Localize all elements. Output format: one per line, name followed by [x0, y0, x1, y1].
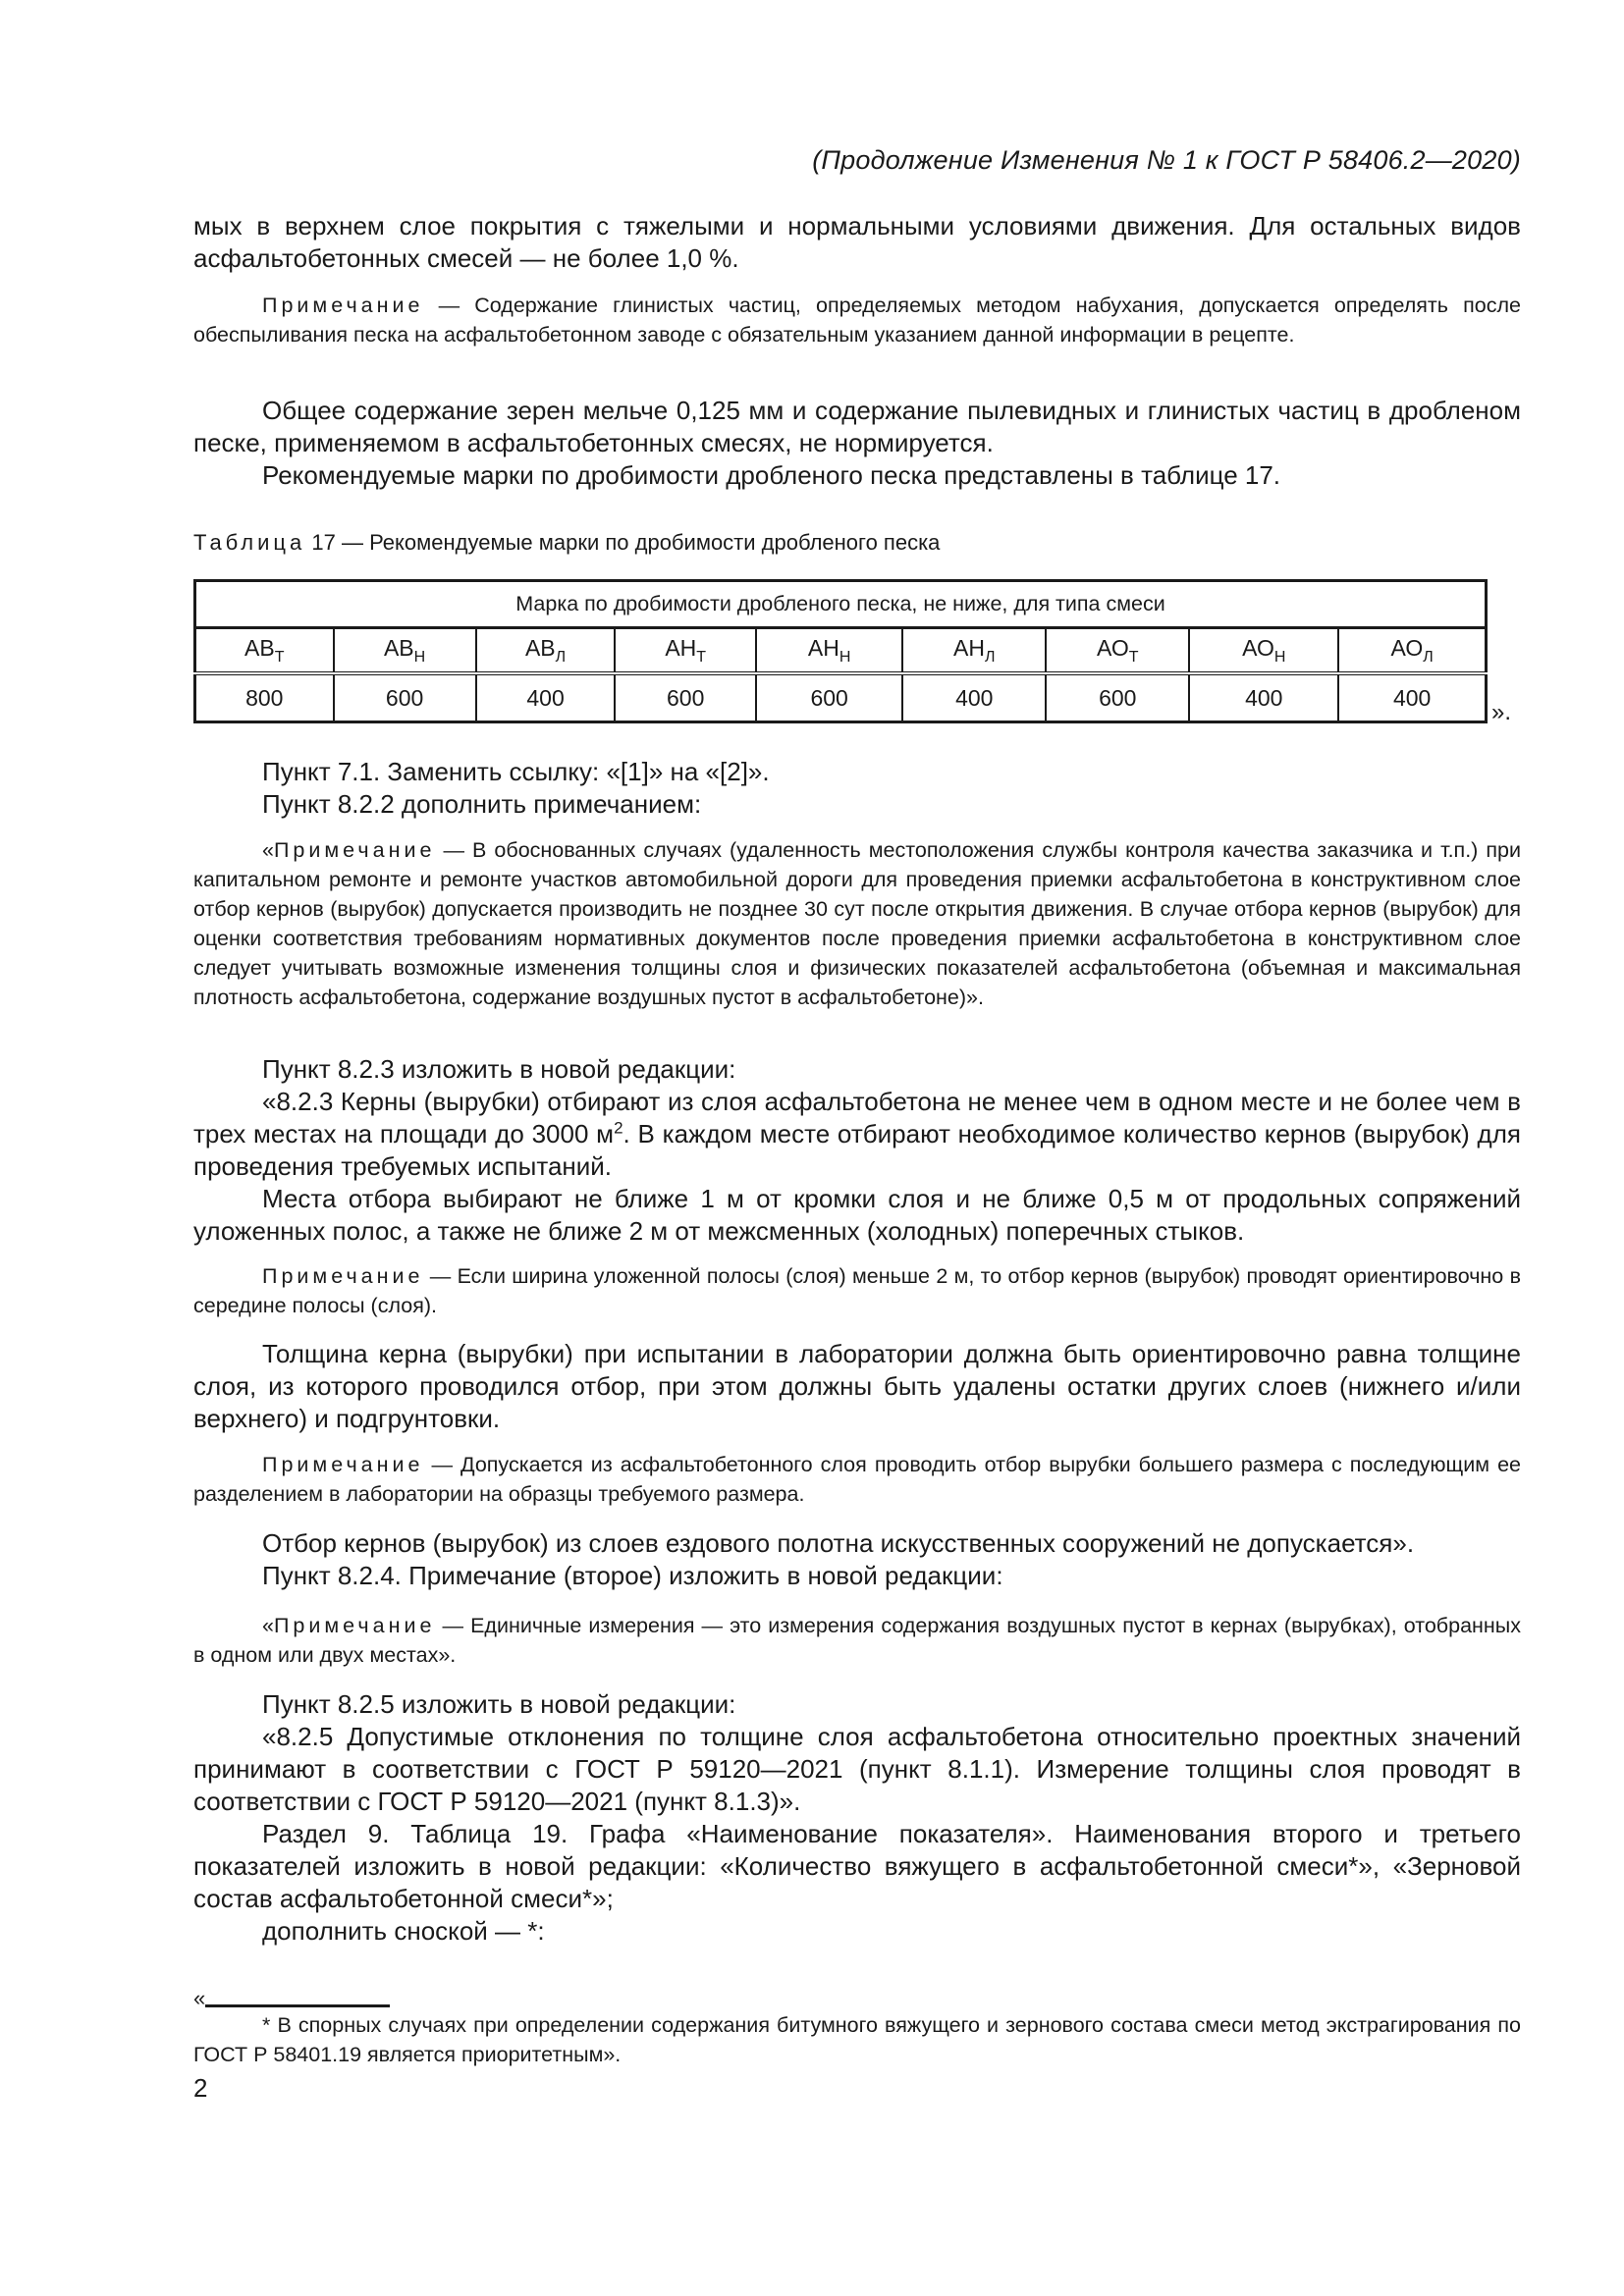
table-row — [195, 673, 1487, 722]
table-17 — [193, 579, 1488, 723]
column-header: $АО_Т$ — [1046, 628, 1189, 674]
paragraph-table-ref: Рекомендуемые марки по дробимости дробленого песка представлены в таблице 17. — [262, 460, 1281, 490]
amendment-8-2-4: Пункт 8.2.4. Примечание (второе) изложить в новой редакции: — [262, 1561, 1003, 1590]
amendment-8-2-5: Пункт 8.2.5 изложить в новой редакции: — [262, 1689, 736, 1719]
footnote-open-quote: « — [193, 1986, 206, 2010]
clause-8-2-3-text: «8.2.3 Керны (вырубки) отбирают из слоя асфальтобетона не менее чем в одном месте и не более чем в трех местах на площади до 3000 $м^2$. В каждом месте отбирают необходимое количество кернов (вырубок) для проведения требуемых испытаний. — [193, 1087, 1521, 1181]
footnote-separator — [205, 2004, 390, 2007]
note-clay-particles — [193, 291, 1521, 349]
table-cell: 600 — [1046, 673, 1189, 722]
page-number: 2 — [193, 2073, 208, 2103]
clause-bridge-deck: Отбор кернов (вырубок) из слоев ездового полотна искусственных сооружений не допускается». — [262, 1528, 1415, 1558]
column-header: $АО_Н$ — [1189, 628, 1338, 674]
clause-8-2-3-locations: Места отбора выбирают не ближе 1 м от кромки слоя и не ближе 0,5 м от продольных сопряжений уложенных полос, а также не ближе 2 м от межсменных (холодных) поперечных стыков. — [193, 1184, 1521, 1246]
column-header: $АН_Н$ — [756, 628, 902, 674]
column-header: $АН_Т$ — [615, 628, 756, 674]
note-label: Примечание — [262, 1264, 424, 1288]
table-caption-text: 17 — Рекомендуемые марки по дробимости дробленого песка — [305, 530, 941, 555]
note-8-2-4: «Примечание — Единичные измерения — это измерения содержания воздушных пустот в кернах (вырубках), отобранных в одном или двух местах». — [193, 1614, 1521, 1667]
note-text: — В обоснованных случаях (удаленность местоположения службы контроля качества заказчика и т.п.) при капитальном ремонте и ремонте участков автомобильной дороги для проведения приемки асфальтобетона в конструктивном слое отбор кернов (вырубок) допускается производить не позднее 30 сут после открытия движения. В случае отбора кернов (вырубок) для оценки соответствия требованиям нормативных документов после проведения приемки асфальтобетона в конструктивном слое следует учитывать возможные изменения толщины слоя и физических показателей асфальтобетона (объемная и максимальная плотность асфальтобетона, содержание воздушных пустот в асфальтобетоне)». — [193, 838, 1521, 1009]
running-header: (Продолжение Изменения № 1 к ГОСТ Р 58406.2—2020) — [812, 145, 1521, 175]
table-cell: 600 — [334, 673, 476, 722]
table-header-row — [195, 628, 1487, 674]
amendment-section-9: Раздел 9. Таблица 19. Графа «Наименование показателя». Наименования второго и третьего показателей изложить в новой редакции: «Количество вяжущего в асфальтобетонной смеси*», «Зерновой состав асфальтобетонной смеси*»; — [193, 1819, 1521, 1913]
clause-core-thickness: Толщина керна (вырубки) при испытании в лаборатории должна быть ориентировочно равна толщине слоя, из которого проводился отбор, при этом должны быть удалены остатки других слоев (нижнего и/или верхнего) и подгрунтовки. — [193, 1339, 1521, 1433]
table-cell: 800 — [195, 673, 334, 722]
table-cell: 400 — [1189, 673, 1338, 722]
column-header: $АН_Л$ — [902, 628, 1046, 674]
paragraph-fine-grains: Общее содержание зерен мельче 0,125 мм и содержание пылевидных и глинистых частиц в дробленом песке, применяемом в асфальтобетонных смесях, не нормируется. — [193, 396, 1521, 457]
column-header: $АО_Л$ — [1338, 628, 1486, 674]
footnote-text: * В спорных случаях при определении содержания битумного вяжущего и зернового состава смеси метод экстрагирования по ГОСТ Р 58401.19 является приоритетным». — [193, 2013, 1521, 2066]
column-header: $АВ_Н$ — [334, 628, 476, 674]
note-8-2-2: «Примечание — В обоснованных случаях (удаленность местоположения службы контроля качества заказчика и т.п.) при капитальном ремонте и ремонте участков автомобильной дороги для проведения приемки асфальтобетона в конструктивном слое отбор кернов (вырубок) допускается производить не позднее 30 сут после открытия движения. В случае отбора кернов (вырубок) для оценки соответствия требованиям нормативных документов после проведения приемки асфальтобетона в конструктивном слое следует учитывать возможные изменения толщины слоя и физических показателей асфальтобетона (объемная и максимальная плотность асфальтобетона, содержание воздушных пустот в асфальтобетоне)». — [193, 838, 1521, 1009]
note-text: — Единичные измерения — это измерения содержания воздушных пустот в кернах (вырубках), отобранных в одном или двух местах». — [193, 1614, 1521, 1667]
table-cell: 400 — [1338, 673, 1486, 722]
note-text: — Если ширина уложенной полосы (слоя) меньше 2 м, то отбор кернов (вырубок) проводят ориентировочно в середине полосы (слоя). — [193, 1264, 1521, 1317]
table-close-quote: ». — [1491, 699, 1512, 725]
note-label: Примечание — [273, 838, 436, 862]
amendment-7-1: Пункт 7.1. Заменить ссылку: «[1]» на «[2]». — [262, 757, 770, 786]
table-cell: 600 — [756, 673, 902, 722]
amendment-8-2-3: Пункт 8.2.3 изложить в новой редакции: — [262, 1054, 736, 1084]
note-text: — Содержание глинистых частиц, определяемых методом набухания, допускается определять после обеспыливания песка на асфальтобетонном заводе с обязательным указанием данной информации в рецепте. — [193, 294, 1521, 347]
note-label: Примечание — [262, 294, 424, 317]
paragraph-continuation: мых в верхнем слое покрытия с тяжелыми и нормальными условиями движения. Для остальных видов асфальтобетонных смесей — не более 1,0 %. — [193, 211, 1521, 273]
note-label: Примечание — [262, 1453, 424, 1476]
table-cell: 600 — [615, 673, 756, 722]
amendment-8-2-2: Пункт 8.2.2 дополнить примечанием: — [262, 789, 702, 819]
table-caption — [193, 528, 940, 558]
column-header: $АВ_Т$ — [195, 628, 334, 674]
note-strip-width — [193, 1261, 1521, 1320]
table-group-header: Марка по дробимости дробленого песка, не ниже, для типа смеси — [195, 581, 1487, 628]
note-label: Примечание — [273, 1614, 436, 1637]
amendment-footnote-add: дополнить сноской — *: — [262, 1916, 545, 1946]
table-caption-label: Таблица — [193, 530, 306, 555]
clause-8-2-5-text: «8.2.5 Допустимые отклонения по толщине слоя асфальтобетона относительно проектных значений принимают в соответствии с ГОСТ Р 59120—2021 (пункт 8.1.1). Измерение толщины слоя проводят в соответствии с ГОСТ Р 59120—2021 (пункт 8.1.3)». — [193, 1722, 1521, 1816]
table-cell: 400 — [476, 673, 616, 722]
table-cell: 400 — [902, 673, 1046, 722]
note-larger-sample — [193, 1450, 1521, 1509]
column-header: $АВ_Л$ — [476, 628, 616, 674]
note-text: — Допускается из асфальтобетонного слоя проводить отбор вырубки большего размера с последующим ее разделением в лаборатории на образцы требуемого размера. — [193, 1453, 1521, 1506]
